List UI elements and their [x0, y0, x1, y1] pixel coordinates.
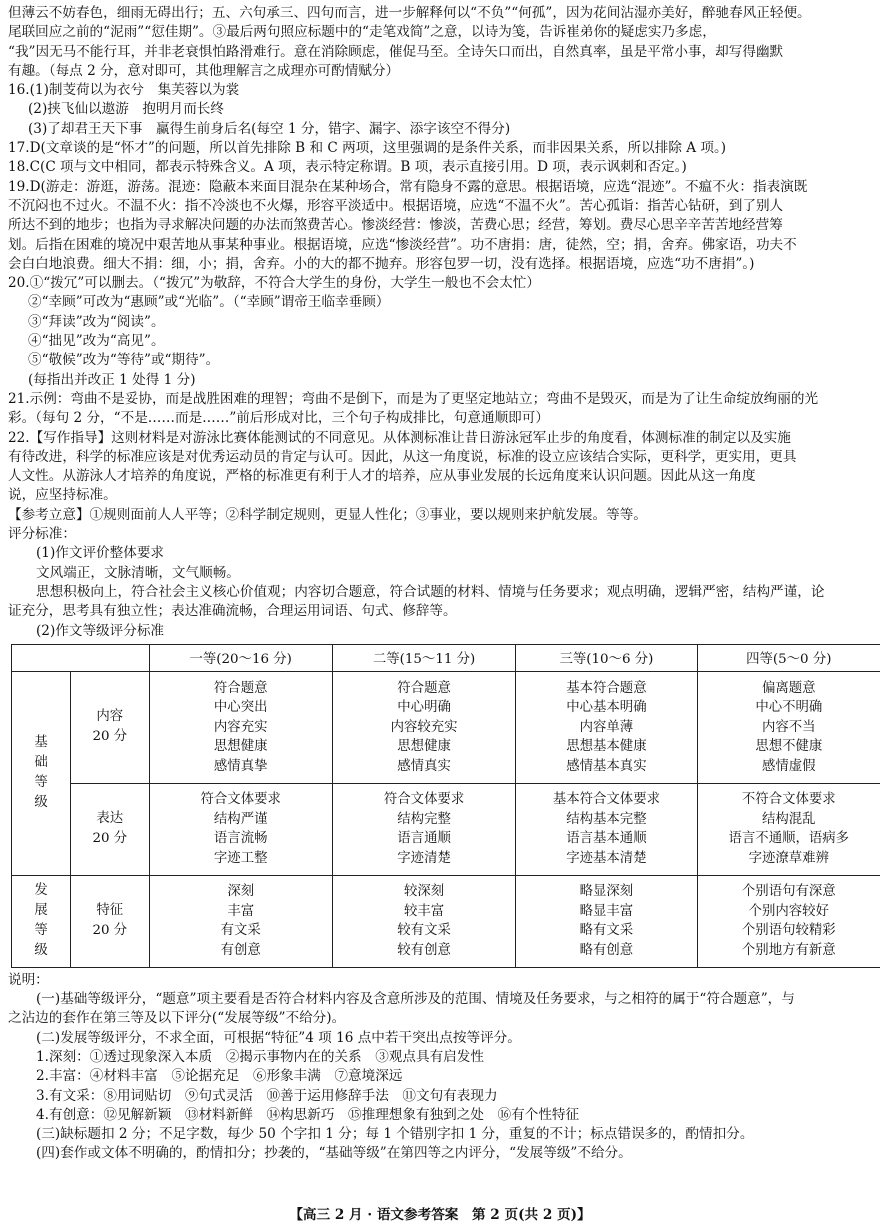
expression-label: 表达 20 分: [71, 783, 149, 875]
notes-line: (四)套作或文体不明确的，酌情扣分；抄袭的，“基础等级”在第四等之内评分，“发展等级”不给分。: [36, 1145, 632, 1162]
feature-label: 特征 20 分: [71, 875, 149, 967]
q22-line: 有待改进，科学的标准应该是对优秀运动员的肯定与认可。因此，从这一角度说，标准的设立应该结合实际，更科学，更实用，更具: [8, 448, 797, 465]
notes-line: (一)基础等级评分，“题意”项主要看是否符合材料内容及含意所涉及的范围、情境及任务要求，与之相符的属于“符合题意”，与: [36, 991, 795, 1008]
intro-line: 有趣。（每点 2 分，意对即可，其他理解言之成理亦可酌情赋分）: [8, 62, 400, 79]
q21-line: 彩。（每句 2 分，“不是……而是……”前后形成对比，三个句子构成排比，句意通顺即可）: [8, 410, 549, 427]
intro-line: 尾联回应之前的“泥雨”“愆佳期”。③最后两句照应标题中的“走笔戏简”之意，以诗为笺，告诉崔弟你的疑虑实乃多虑，: [8, 24, 716, 41]
answer-page: [8, 4, 872, 1164]
notes-line: (二)发展等级评分，不求全面，可根据“特征”4 项 16 点中若干突出点按等评分。: [36, 1029, 521, 1046]
scoring-req-line: 证充分，思考具有独立性；表达准确流畅，合理运用词语、句式、修辞等。: [8, 603, 457, 620]
q21-line: 21.示例：弯曲不是妥协，而是战胜困难的理智；弯曲不是倒下，而是为了更坚定地站立；弯曲不是毁灭，而是为了让生命绽放绚丽的光: [8, 390, 819, 407]
content-cell: 偏离题意 中心不明确 内容不当 思想不健康 感情虚假: [697, 671, 880, 783]
table-corner: [12, 644, 150, 671]
content-label: 内容 20 分: [71, 671, 149, 783]
q19-line: 划。后指在困难的境况中艰苦地从事某种事业。根据语境，应选“惨淡经营”。功不唐捐：唐，徒然，空；捐，舍弃。佛家语，功夫不: [8, 236, 797, 253]
feature-cell: 略显深刻 略显丰富 略有文采 略有创意: [516, 875, 697, 967]
notes-item: 2.丰富：④材料丰富 ⑤论据充足 ⑥形象丰满 ⑦意境深远: [36, 1068, 403, 1085]
q22-line: 说，应坚持标准。: [8, 487, 117, 504]
notes-line: 之沾边的套作在第三等及以下评分(“发展等级”不给分)。: [8, 1010, 346, 1027]
notes-item: 1.深刻：①透过现象深入本质 ②揭示事物内在的关系 ③观点具有启发性: [36, 1048, 484, 1065]
q20-line: ③“拜读”改为“阅读”。: [28, 313, 165, 330]
q17-answer: 17.D(文章谈的是“怀才”的问题，所以首先排除 B 和 C 两项，这里强调的是条件关系，而非因果关系，所以排除 A 项。): [8, 140, 727, 157]
table-row: [12, 671, 880, 783]
table-row: [12, 875, 880, 967]
table-header-row: [12, 644, 880, 671]
grading-table: [11, 644, 880, 968]
q20-line: ④“拙见”改为“高见”。: [28, 333, 165, 350]
feature-cell: 个别语句有深意 个别内容较好 个别语句较精彩 个别地方有新意: [697, 875, 880, 967]
scoring-req-line: 文风端正，文脉清晰，文气顺畅。: [36, 564, 240, 581]
scoring-title: 评分标准：: [8, 526, 76, 543]
grade-header: 一等(20～16 分): [149, 644, 332, 671]
notes-item: 3.有文采：⑧用词贴切 ⑨句式灵活 ⑩善于运用修辞手法 ⑪文句有表现力: [36, 1087, 498, 1104]
feature-cell: 较深刻 较丰富 较有文采 较有创意: [332, 875, 515, 967]
intro-line: 但薄云不妨春色，细雨无碍出行；五、六句承三、四句而言，进一步解释何以“不负”“何孤”，因为花间沾湿亦美好，醉驰春风正轻便。: [8, 5, 811, 21]
expression-cell: 符合文体要求 结构完整 语言通顺 字迹清楚: [332, 783, 515, 875]
q19-line: 不沉闷也不过火。不温不火：指不冷淡也不火爆，形容平淡适中。根据语境，应选“不温不火”。苦心孤诣：指苦心钻研，到了别人: [8, 197, 784, 214]
expression-cell: 基本符合文体要求 结构基本完整 语言基本通顺 字迹基本清楚: [516, 783, 697, 875]
q16-line: 16.(1)制芰荷以为衣兮 集芙蓉以为裳: [8, 82, 240, 99]
q22-line: 【参考立意】①规则面前人人平等；②科学制定规则，更显人性化；③事业，要以规则来护航发展。等等。: [8, 506, 647, 523]
notes-line: (三)缺标题扣 2 分；不足字数，每少 50 个字扣 1 分；每 1 个错别字扣 1 分，重复的不计；标点错误多的，酌情扣分。: [36, 1126, 754, 1143]
content-cell: 基本符合题意 中心基本明确 内容单薄 思想基本健康 感情基本真实: [516, 671, 697, 783]
notes-title: 说明：: [8, 971, 49, 988]
grade-header: 三等(10～6 分): [516, 644, 697, 671]
q19-line: 所达不到的地步；也指为寻求解决问题的办法而煞费苦心。惨淡经营：惨淡，苦费心思；经营，筹划。费尽心思辛辛苦苦地经营筹: [8, 217, 783, 234]
table-title: (2)作文等级评分标准: [36, 622, 165, 639]
expression-cell: 符合文体要求 结构严谨 语言流畅 字迹工整: [149, 783, 332, 875]
q16-line: (2)挟飞仙以遨游 抱明月而长终: [28, 101, 224, 118]
feature-cell: 深刻 丰富 有文采 有创意: [149, 875, 332, 967]
q19-line: 会白白地浪费。细大不捐：细，小；捐，舍弃。小的大的都不抛弃。形容包罗一切，没有选择。根据语境，应选“功不唐捐”。): [8, 255, 755, 272]
notes-item: 4.有创意：⑫见解新颖 ⑬材料新鲜 ⑭构思新巧 ⑮推理想象有独到之处 ⑯有个性特征: [36, 1106, 580, 1123]
page-footer: 【高三 2 月 · 语文参考答案 第 2 页(共 2 页)】: [289, 1207, 591, 1223]
q22-line: 22.【写作指导】这则材料是对游泳比赛体能测试的不同意见。从体测标准让昔日游泳冠军止步的角度看，体测标准的制定以及实施: [8, 429, 791, 446]
q20-line: (每指出并改正 1 处得 1 分): [28, 371, 196, 388]
content-cell: 符合题意 中心突出 内容充实 思想健康 感情真挚: [149, 671, 332, 783]
intro-line: “我”因无马不能行耳，并非老衰惧怕路滑难行。意在消除顾虑，催促马至。全诗矢口而出，自然真率，虽是平常小事，却写得幽默: [8, 43, 784, 60]
development-level-label: 发 展 等 级: [12, 875, 71, 967]
q20-line: ②“幸顾”可改为“惠顾”或“光临”。（“幸顾”谓帝王临幸垂顾）: [28, 294, 390, 311]
scoring-req-line: 思想积极向上，符合社会主义核心价值观；内容切合题意，符合试题的材料、情境与任务要求；观点明确，逻辑严密，结构严谨，论: [36, 583, 825, 600]
table-row: [12, 783, 880, 875]
q20-line: 20.①“拨冗”可以删去。（“拨冗”为敬辞，不符合大学生的身份，大学生一般也不会太忙）: [8, 275, 540, 292]
q20-line: ⑤“敬候”改为“等待”或“期待”。: [28, 352, 220, 369]
grade-header: 四等(5～0 分): [697, 644, 880, 671]
expression-cell: 不符合文体要求 结构混乱 语言不通顺，语病多 字迹潦草难辨: [697, 783, 880, 875]
q19-line: 19.D(游走：游逛，游荡。混迹：隐蔽本来面目混杂在某种场合，常有隐身不露的意思。根据语境，应选“混迹”。不瘟不火：指表演既: [8, 178, 808, 195]
scoring-req-title: (1)作文评价整体要求: [36, 545, 165, 562]
basic-level-label: 基 础 等 级: [12, 671, 71, 875]
q16-line: (3)了却君王天下事 赢得生前身后名(每空 1 分，错字、漏字、添字该空不得分): [28, 120, 511, 137]
q18-answer: 18.C(C 项与文中相同，都表示特殊含义。A 项，表示特定称谓。B 项，表示直接引用。D 项，表示讽刺和否定。): [8, 159, 687, 176]
grade-header: 二等(15～11 分): [332, 644, 515, 671]
content-cell: 符合题意 中心明确 内容较充实 思想健康 感情真实: [332, 671, 515, 783]
q22-line: 人文性。从游泳人才培养的角度说，严格的标准更有利于人才的培养，应从事业发展的长远角度来认识问题。因此从这一角度: [8, 468, 756, 485]
